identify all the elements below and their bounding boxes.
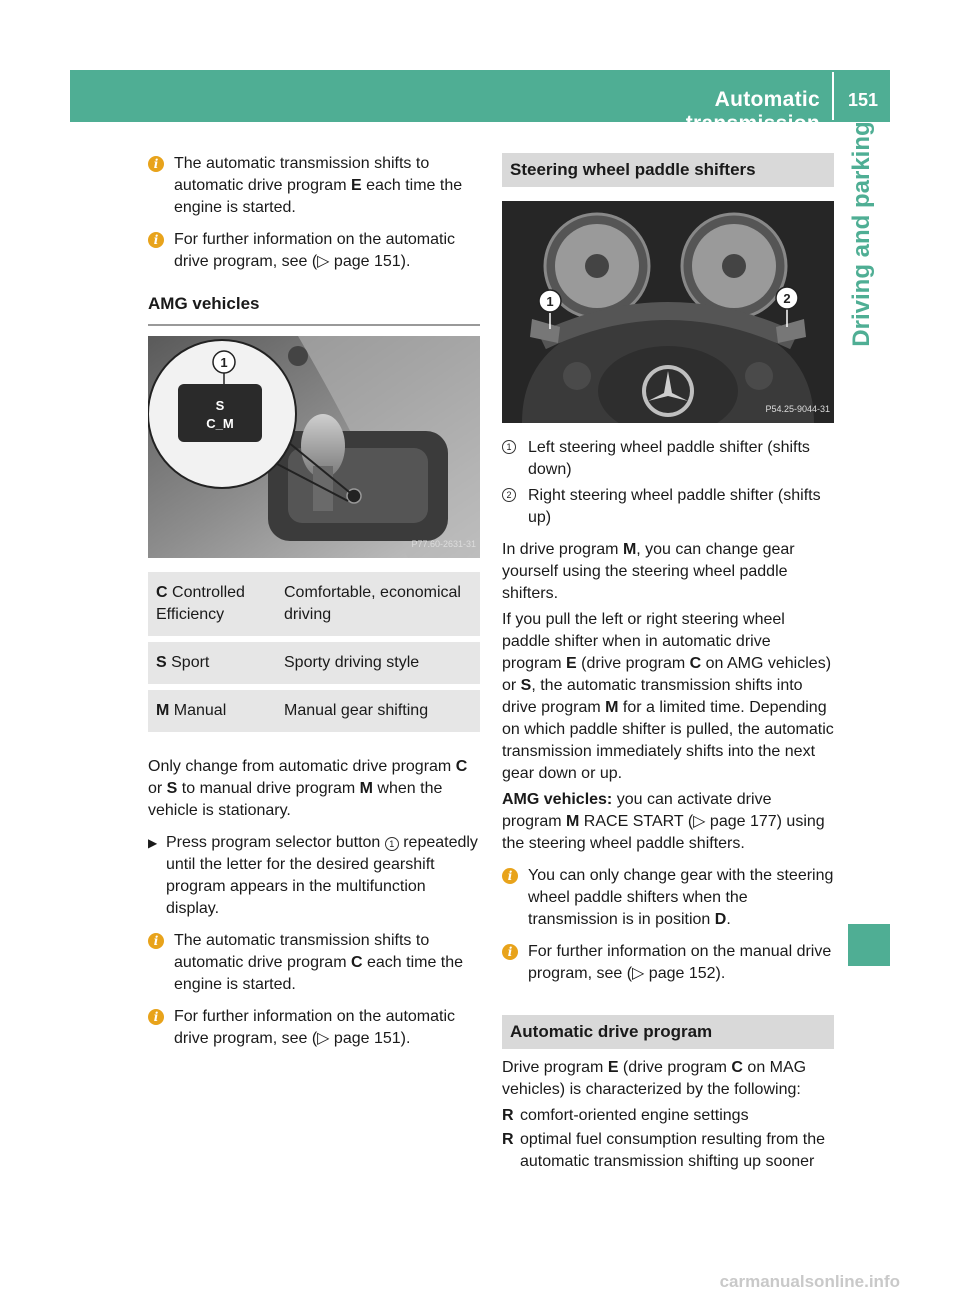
selector-photo — [148, 336, 480, 558]
header-divider — [832, 72, 834, 120]
info-note: i The automatic transmission shifts to automatic drive program C each time the engine is started. — [148, 930, 480, 996]
right-column — [502, 153, 834, 1175]
figure-code: P77.60-2631-31 — [411, 539, 476, 549]
selector-button-bottom-label: C_M — [206, 416, 234, 431]
instruction-step: ▶ Press program selector button 1 repeatedly until the letter for the desired gearshift program appears in the multifunction display. — [148, 834, 478, 917]
side-marker — [848, 924, 890, 966]
step-arrow-icon: ▶ — [148, 836, 158, 850]
legend-number: 2 — [502, 488, 516, 502]
info-icon: i — [502, 868, 518, 884]
info-note: i For further information on the manual drive program, see (▷ page 152). — [502, 941, 834, 985]
callout-ref: 1 — [385, 837, 399, 851]
bullet-icon: R — [502, 1131, 514, 1148]
page-ref-arrow-icon: ▷ — [632, 965, 645, 982]
list-item: R optimal fuel consumption resulting from the automatic transmission shifting up sooner — [502, 1131, 826, 1170]
info-icon: i — [148, 1009, 164, 1025]
table-row: C Controlled Efficiency Comfortable, economical driving — [148, 572, 480, 639]
list-item: R comfort-oriented engine settings — [502, 1105, 834, 1127]
legend-item: 2 Right steering wheel paddle shifter (shifts up) — [502, 485, 834, 529]
steering-wheel-photo — [502, 201, 834, 423]
paragraph: AMG vehicles: you can activate drive program M RACE START (▷ page 177) using the steering wheel paddle shifters. — [502, 791, 825, 852]
page-number: 151 — [847, 90, 879, 110]
selector-button-top-label: S — [215, 398, 225, 413]
callout-2: 2 — [783, 291, 791, 306]
table-row: M Manual Manual gear shifting — [148, 687, 480, 735]
figure-code: P54.25-9044-31 — [765, 404, 830, 414]
side-tab-label: Driving and parking — [848, 121, 875, 347]
info-icon: i — [148, 933, 164, 949]
steering-wheel-illustration — [502, 201, 834, 423]
paragraph: In drive program M, you can change gear yourself using the steering wheel paddle shifters. — [502, 541, 795, 602]
info-note: i The automatic transmission shifts to automatic drive program E each time the engine is started. — [148, 153, 480, 219]
callout-1: 1 — [220, 355, 228, 370]
info-icon: i — [502, 944, 518, 960]
info-note: i For further information on the automatic drive program, see (▷ page 151). — [148, 1006, 480, 1050]
page-ref-arrow-icon: ▷ — [317, 1030, 330, 1047]
bullet-icon: R — [502, 1107, 514, 1124]
watermark: carmanualsonline.info — [719, 1272, 900, 1291]
callout-1: 1 — [546, 294, 554, 309]
legend-number: 1 — [502, 440, 516, 454]
page-ref-arrow-icon: ▷ — [693, 813, 706, 830]
page-link[interactable]: page 152). — [644, 965, 726, 982]
side-tab — [834, 122, 890, 347]
left-column — [148, 153, 480, 1060]
section-heading-amg: AMG vehicles — [148, 293, 480, 326]
selector-illustration — [148, 336, 480, 558]
drive-program-table — [148, 572, 480, 738]
page-title: Automatic transmission — [685, 88, 820, 135]
paragraph: If you pull the left or right steering wheel paddle shifter when in automatic drive program E (drive program C on AMG vehicles) or S, the automatic transmission shifts into drive program M for a limited time. Depending on which paddle shifter is pulled, the automatic transmission immediately shifts into the next gear down or up. — [502, 611, 834, 782]
info-icon: i — [148, 232, 164, 248]
page-link[interactable]: page 151). — [329, 253, 411, 270]
page-link[interactable]: page 177) using the steering wheel paddle shifters. — [502, 813, 825, 852]
paragraph: Drive program E (drive program C on MAG vehicles) is characterized by the following: — [502, 1059, 807, 1098]
section-heading-paddle-shifters: Steering wheel paddle shifters — [502, 153, 834, 187]
info-note: i You can only change gear with the steering wheel paddle shifters when the transmission is in position D. — [502, 865, 834, 931]
info-note: i For further information on the automatic drive program, see (▷ page 151). — [148, 229, 480, 273]
info-icon: i — [148, 156, 164, 172]
section-heading-automatic-drive-program: Automatic drive program — [502, 1015, 834, 1049]
table-row: S Sport Sporty driving style — [148, 639, 480, 687]
paragraph: Only change from automatic drive program C or S to manual drive program M when the vehicle is stationary. — [148, 758, 468, 819]
page-ref-arrow-icon: ▷ — [317, 253, 330, 270]
legend-item: 1 Left steering wheel paddle shifter (shifts down) — [502, 437, 834, 481]
page-link[interactable]: page 151). — [329, 1030, 411, 1047]
